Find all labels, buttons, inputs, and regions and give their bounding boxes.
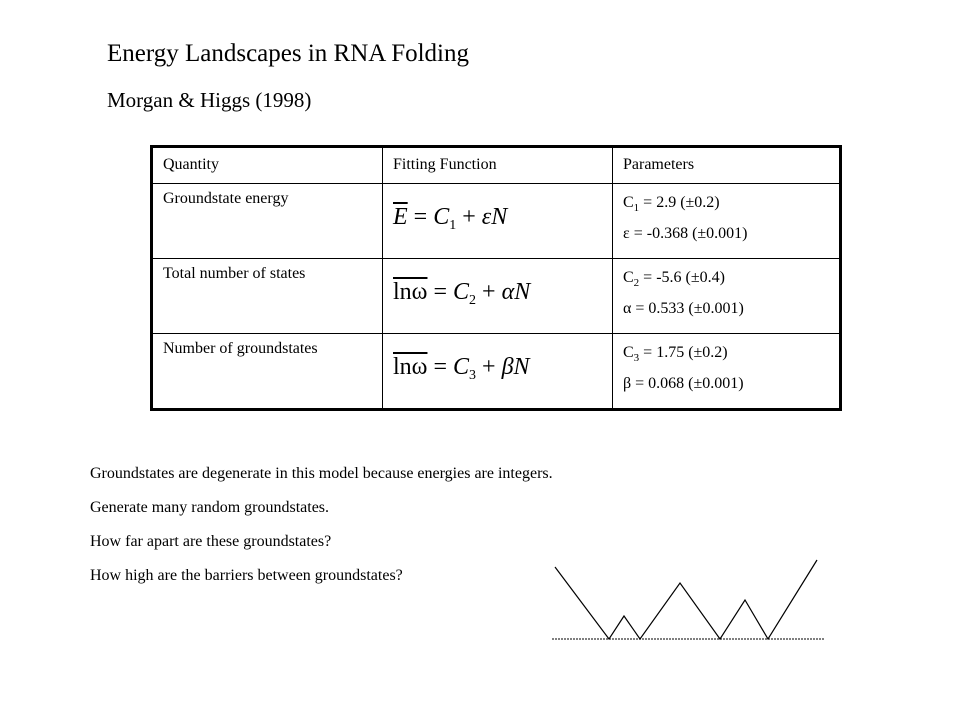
param-constant: $C_3 = 1.75$ (±0.2) bbox=[623, 344, 728, 365]
equation: $\overline{ln\omega} = C_3 + \beta N$ bbox=[393, 354, 530, 383]
slide-subtitle: Morgan & Higgs (1998) bbox=[107, 88, 312, 112]
param-slope: α = 0.533 (±0.001) bbox=[623, 300, 744, 318]
equation: $\overline{E} = C_1 + \varepsilon N$ bbox=[393, 204, 508, 233]
parameters-cell bbox=[613, 184, 841, 259]
notes-list bbox=[90, 463, 553, 599]
fit-parameters-table bbox=[150, 145, 842, 411]
note-line: How far apart are these groundstates? bbox=[90, 533, 332, 550]
table-row bbox=[152, 259, 841, 334]
quantity-cell: Number of groundstates bbox=[152, 334, 383, 410]
parameters-cell bbox=[613, 259, 841, 334]
note-line: Generate many random groundstates. bbox=[90, 499, 330, 516]
fitting-function-cell bbox=[383, 184, 613, 259]
fitting-function-cell bbox=[383, 259, 613, 334]
table-row bbox=[152, 334, 841, 410]
header-parameters: Parameters bbox=[613, 147, 841, 184]
param-constant: $C_2 = -5.6$ (±0.4) bbox=[623, 269, 725, 290]
parameters-cell bbox=[613, 334, 841, 410]
slide-title: Energy Landscapes in RNA Folding bbox=[107, 40, 469, 67]
table-row bbox=[152, 184, 841, 259]
param-constant: $C_1 = 2.9$ (±0.2) bbox=[623, 194, 720, 215]
equation: $\overline{ln\omega} = C_2 + \alpha N$ bbox=[393, 279, 531, 308]
param-slope: ε = -0.368 (±0.001) bbox=[623, 225, 748, 243]
header-fitting-function: Fitting Function bbox=[383, 147, 613, 184]
header-quantity: Quantity bbox=[152, 147, 383, 184]
param-slope: β = 0.068 (±0.001) bbox=[623, 375, 744, 393]
landscape-profile bbox=[555, 560, 817, 639]
fitting-function-cell bbox=[383, 334, 613, 410]
quantity-cell: Total number of states bbox=[152, 259, 383, 334]
quantity-cell: Groundstate energy bbox=[152, 184, 383, 259]
table-header-row bbox=[152, 147, 841, 184]
note-line: Groundstates are degenerate in this model because energies are integers. bbox=[90, 465, 553, 482]
note-line: How high are the barriers between groundstates? bbox=[90, 567, 403, 584]
energy-landscape-sketch bbox=[540, 550, 830, 650]
